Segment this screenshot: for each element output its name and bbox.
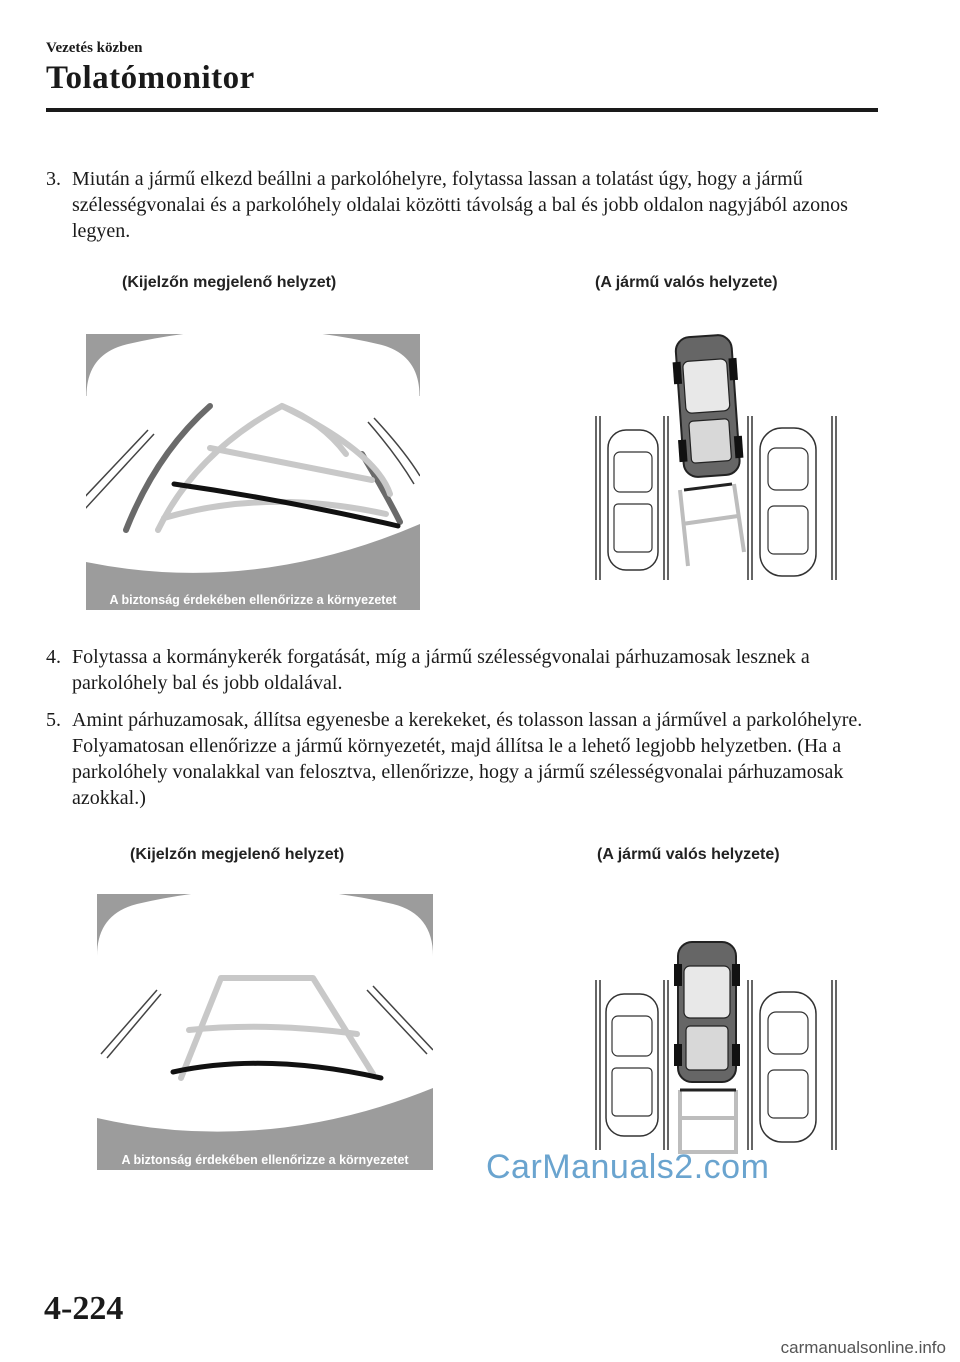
screen-warning-text: A biztonság érdekében ellenőrizze a környezetet — [121, 1153, 409, 1167]
step-3 — [46, 166, 866, 244]
watermark-text: CarManuals2.com — [486, 1148, 770, 1186]
step-4 — [46, 644, 866, 696]
figure-1-display-caption: (Kijelzőn megjelenő helyzet) — [122, 274, 337, 291]
figure-2-camera-screen — [97, 894, 433, 1170]
section-label: Vezetés közben — [46, 40, 143, 56]
figure-1-camera-screen — [86, 334, 420, 610]
step-number: 3. — [46, 168, 61, 190]
figure-2-display-caption: (Kijelzőn megjelenő helyzet) — [130, 846, 345, 863]
figure-1-actual-scene — [584, 330, 844, 582]
step-text: Folytassa a kormánykerék forgatását, míg a jármű szélességvonalai párhuzamosak lesznek a parkolóhely bal és jobb oldalával. — [72, 646, 810, 694]
figure-2-actual-caption: (A jármű valós helyzete) — [597, 846, 780, 863]
figure-2-actual-scene — [584, 940, 844, 1160]
screen-warning-text: A biztonság érdekében ellenőrizze a környezetet — [109, 593, 397, 607]
page-title: Tolatómonitor — [46, 60, 255, 96]
step-5 — [46, 707, 866, 811]
step-number: 4. — [46, 646, 61, 668]
step-text: Amint párhuzamosak, állítsa egyenesbe a kerekeket, és tolasson lassan a járművel a parkolóhelyre. Folyamatosan ellenőrizze a jármű környezetét, majd állítsa le a lehető legjobb helyzetben. (Ha a parkolóhely vonalakkal van felosztva, ellenőrizze, hogy a jármű szélességvonalai párhuzamosak azokkal.) — [72, 709, 863, 809]
title-rule — [46, 108, 878, 112]
step-number: 5. — [46, 709, 61, 731]
footer-site-link[interactable]: carmanualsonline.info — [780, 1338, 946, 1357]
step-text: Miután a jármű elkezd beállni a parkolóhelyre, folytassa lassan a tolatást úgy, hogy a jármű szélességvonalai és a parkolóhely oldalai közötti távolság a bal és jobb oldalon nagyjából azonos legyen. — [72, 168, 848, 242]
page-number: 4-224 — [44, 1290, 124, 1327]
figure-1-actual-caption: (A jármű valós helyzete) — [595, 274, 778, 291]
